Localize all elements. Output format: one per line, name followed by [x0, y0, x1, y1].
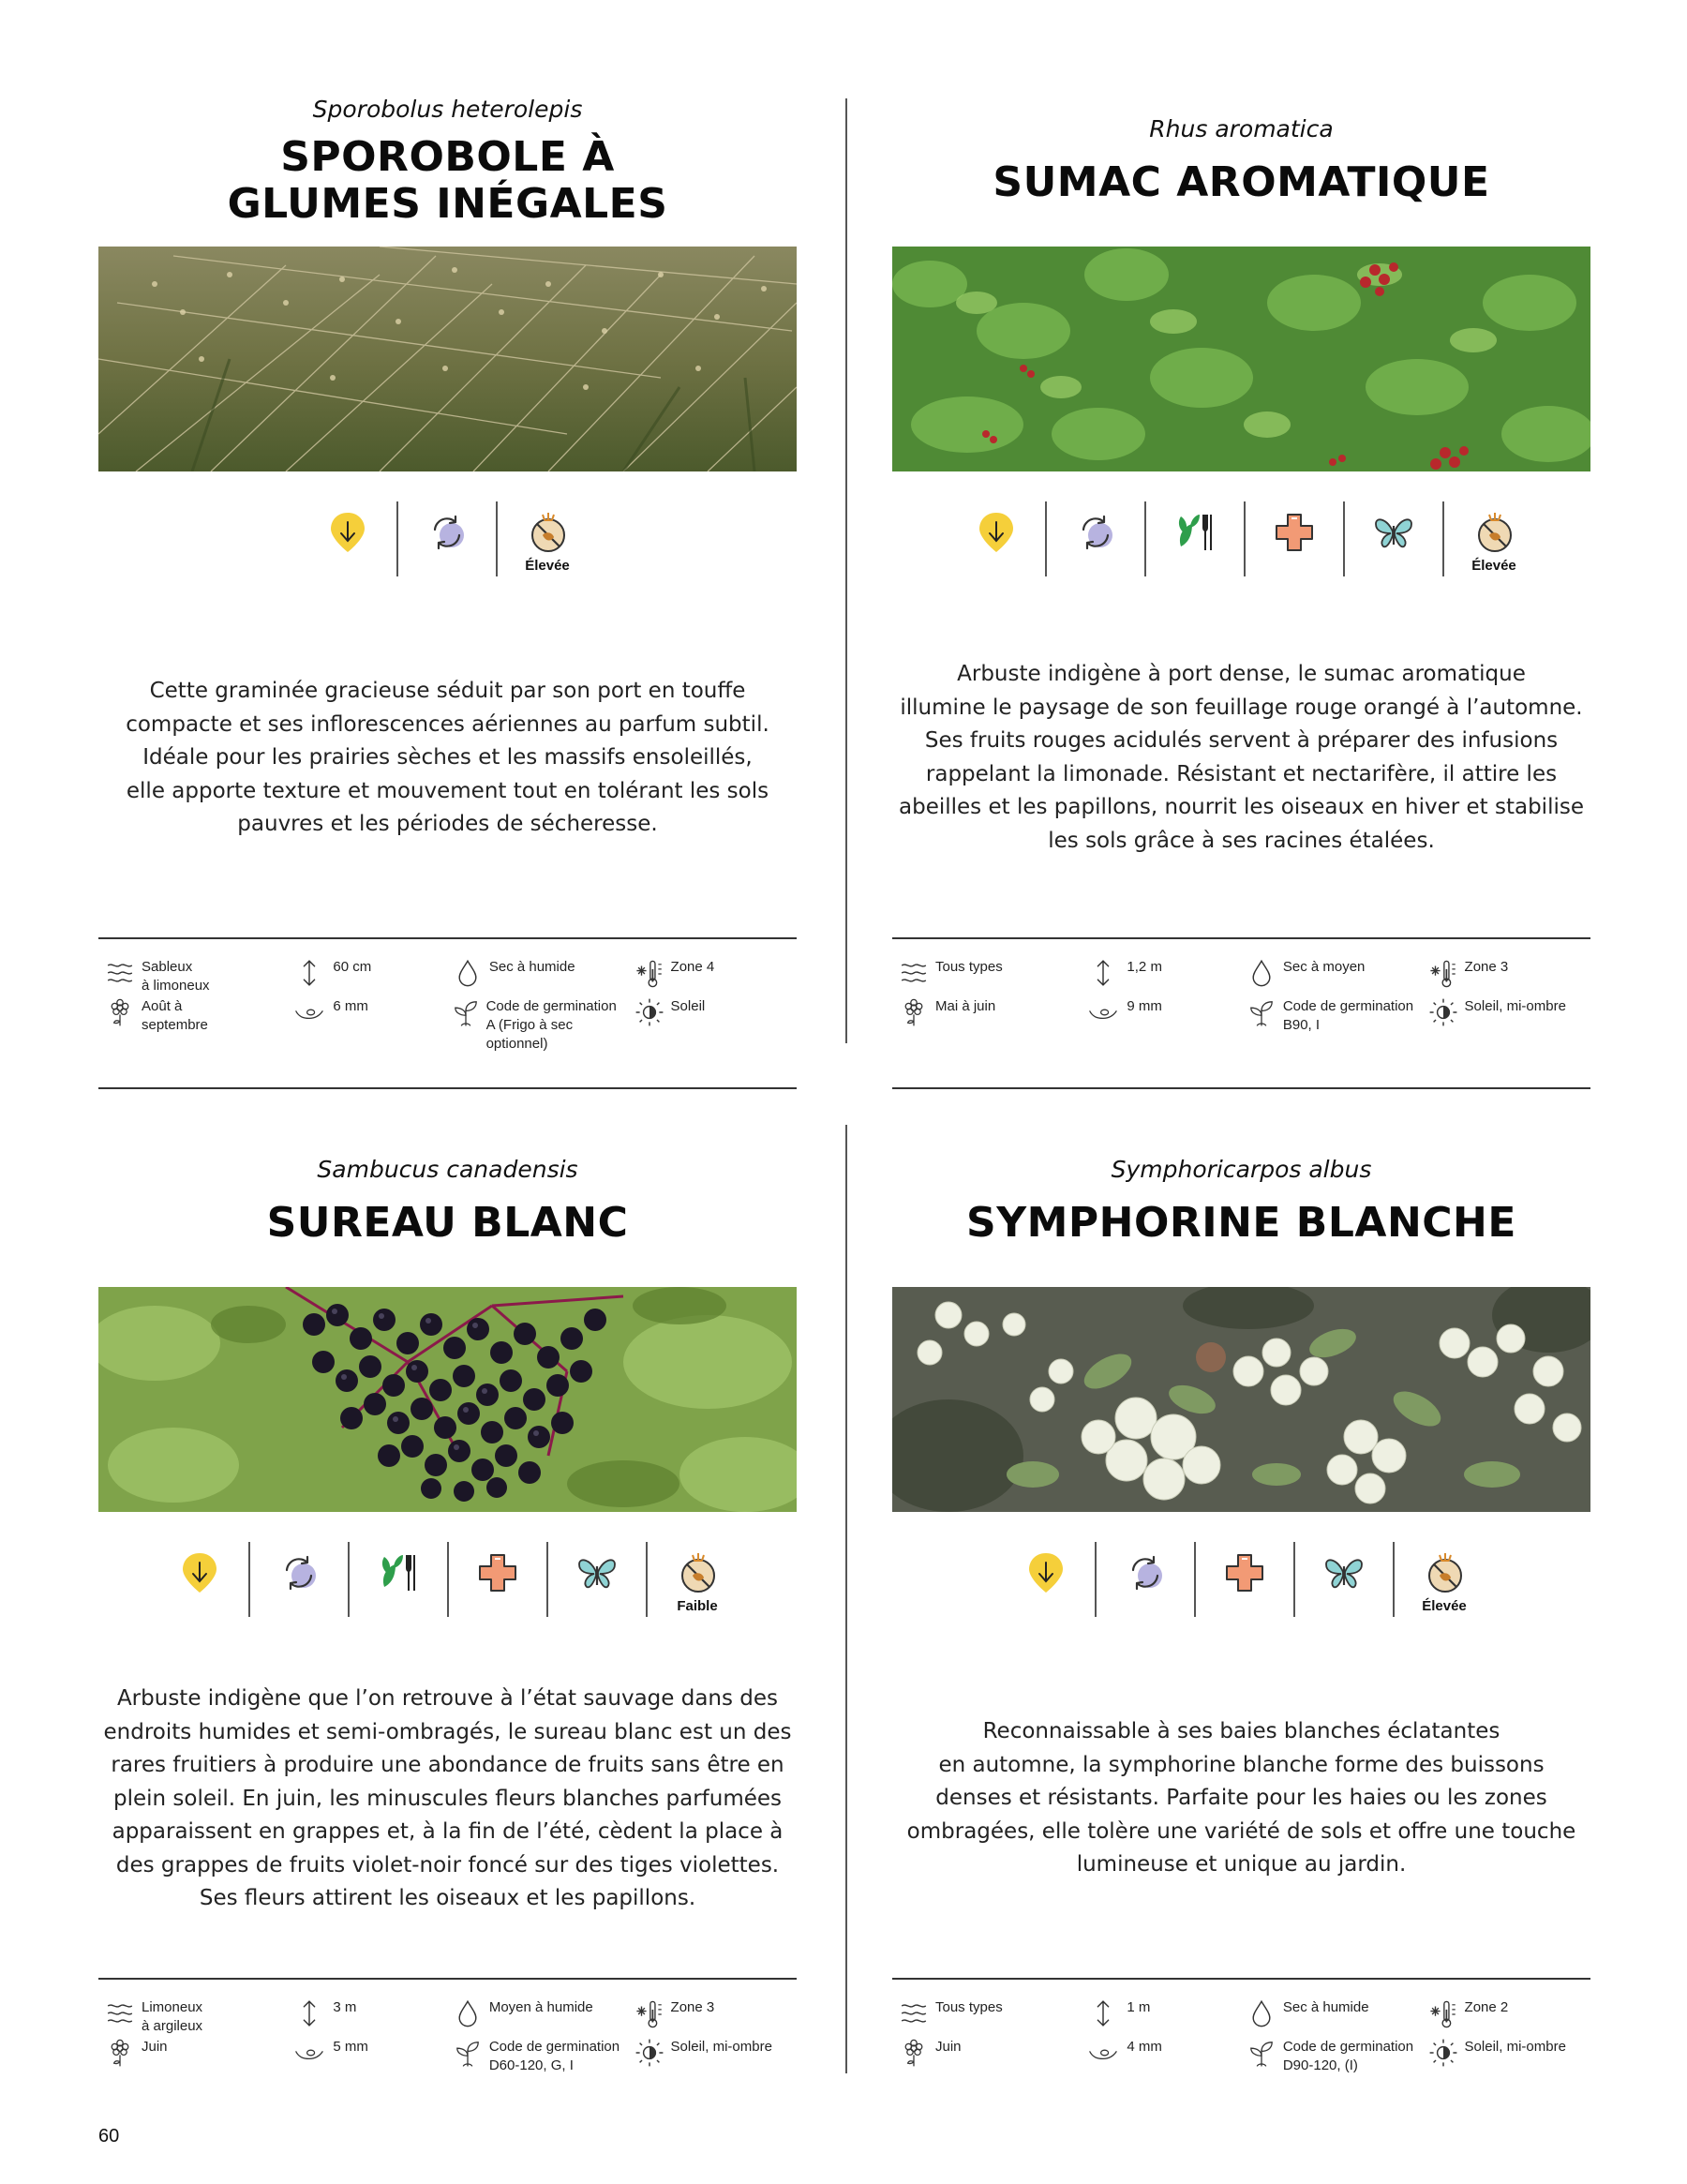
- hardiness-zone-icon: [634, 1998, 665, 2030]
- latin-name: Sambucus canadensis: [317, 1156, 578, 1183]
- flower-icon: [899, 997, 929, 1027]
- deer-resistance-cell: [648, 1542, 747, 1617]
- bloom-spec: Août à septembre: [98, 997, 267, 1055]
- butterfly-cell: [548, 1542, 648, 1617]
- regeneration-cell: [1097, 1542, 1196, 1617]
- regeneration-icon: [276, 1549, 322, 1596]
- growing-specs: [892, 937, 1590, 1055]
- sun-icon: [1428, 2038, 1458, 2068]
- description-line: Arbuste indigène à port dense, le sumac aromatique: [957, 662, 1526, 686]
- seed-spec: 6 mm: [267, 997, 436, 1055]
- description-line: illumine le paysage de son feuillage rouge orangé à l’automne.: [900, 695, 1583, 720]
- moisture-icon: [1247, 1998, 1276, 2028]
- butterfly-icon: [574, 1549, 620, 1596]
- native-plant-cell: [948, 501, 1047, 576]
- column-divider-bottom: [845, 1125, 847, 2073]
- common-name: SUREAU BLANC: [266, 1199, 629, 1247]
- soil-icon: [899, 1998, 929, 2028]
- seed-spec: 5 mm: [267, 2038, 436, 2096]
- seed-spec: 4 mm: [1061, 2038, 1230, 2096]
- soil-spec: Tous types: [892, 958, 1061, 997]
- growing-specs: [892, 1978, 1590, 2096]
- germination-spec: Code de germination D90-120, (I): [1231, 2038, 1422, 2096]
- hardiness-spec: Zone 3: [1422, 958, 1590, 997]
- seed-spec: 9 mm: [1061, 997, 1230, 1055]
- description-line: pauvres et les périodes de sécheresse.: [237, 812, 658, 836]
- moisture-spec: Sec à humide: [437, 958, 628, 997]
- butterfly-cell: [1295, 1542, 1395, 1617]
- butterfly-icon: [1321, 1549, 1367, 1596]
- native-plant-icon: [324, 509, 371, 556]
- description-line: Ses fruits rouges acidulés servent à préparer des infusions: [924, 728, 1559, 753]
- medicinal-icon: [1271, 509, 1318, 556]
- seed-icon: [291, 2038, 328, 2068]
- moisture-spec: Sec à humide: [1231, 1998, 1422, 2038]
- sun-icon: [1428, 997, 1458, 1027]
- hardiness-spec: Zone 4: [628, 958, 797, 997]
- medicinal-cell: [1196, 1542, 1295, 1617]
- edible-cell: [350, 1542, 449, 1617]
- medicinal-cell: [449, 1542, 548, 1617]
- attribute-icons: [997, 1542, 1494, 1617]
- height-spec: 1,2 m: [1061, 958, 1230, 997]
- plant-photo: [892, 247, 1590, 471]
- deer-resistance-icon: [674, 1549, 721, 1596]
- plant-photo: [98, 247, 797, 471]
- description-line: Ses fleurs attirent les oiseaux et les papillons.: [199, 1886, 696, 1910]
- latin-name: Symphoricarpos albus: [1111, 1156, 1372, 1183]
- edible-cell: [1146, 501, 1246, 576]
- regeneration-icon: [424, 509, 470, 556]
- medicinal-cell: [1246, 501, 1345, 576]
- native-plant-cell: [997, 1542, 1097, 1617]
- sprout-icon: [453, 2038, 483, 2068]
- native-plant-icon: [176, 1549, 223, 1596]
- germination-spec: Code de germination B90, I: [1231, 997, 1422, 1055]
- attribute-icons: [299, 501, 597, 576]
- regeneration-cell: [1047, 501, 1146, 576]
- edible-icon: [1172, 509, 1218, 556]
- moisture-icon: [453, 1998, 483, 2028]
- deer-resistance-label: Élevée: [1422, 1598, 1467, 1614]
- common-name: SYMPHORINE BLANCHE: [966, 1199, 1516, 1247]
- sprout-icon: [1247, 997, 1276, 1027]
- flower-icon: [105, 997, 135, 1027]
- butterfly-icon: [1370, 509, 1417, 556]
- attribute-icons: [948, 501, 1544, 576]
- page-number: 60: [98, 2126, 120, 2147]
- bloom-spec: Mai à juin: [892, 997, 1061, 1055]
- hardiness-zone-icon: [1427, 1998, 1459, 2030]
- plant-description: [98, 675, 797, 842]
- soil-icon: [899, 958, 929, 988]
- height-icon: [294, 1998, 324, 2028]
- hardiness-zone-icon: [1427, 958, 1459, 990]
- description-line: compacte et ses inflorescences aériennes au parfum subtil.: [126, 711, 769, 737]
- sun-icon: [634, 2038, 664, 2068]
- description-line: ombragées, elle tolère une variété de sols et offre une touche: [906, 1818, 1576, 1844]
- description-line: elle apporte texture et mouvement tout en tolérant les sols: [126, 778, 769, 803]
- deer-resistance-icon: [1421, 1549, 1468, 1596]
- soil-spec: Sableux à limoneux: [98, 958, 267, 997]
- description-line: les sols grâce à ses racines étalées.: [1048, 828, 1435, 853]
- light-spec: Soleil, mi-ombre: [1422, 997, 1590, 1055]
- hardiness-spec: Zone 3: [628, 1998, 797, 2038]
- height-spec: 60 cm: [267, 958, 436, 997]
- plant-description: [98, 1683, 797, 1916]
- moisture-icon: [1247, 958, 1276, 988]
- description-line: Arbuste indigène que l’on retrouve à l’état sauvage dans des: [116, 1686, 779, 1711]
- deer-resistance-icon: [1471, 509, 1517, 556]
- description-line: plein soleil. En juin, les minuscules fleurs blanches parfumées: [112, 1786, 783, 1811]
- medicinal-icon: [1221, 1549, 1268, 1596]
- moisture-spec: Moyen à humide: [437, 1998, 628, 2038]
- medicinal-icon: [474, 1549, 521, 1596]
- description-line: denses et résistants. Parfaite pour les haies ou les zones: [935, 1786, 1547, 1810]
- common-name-line-2: GLUMES INÉGALES: [227, 180, 668, 228]
- soil-spec: Tous types: [892, 1998, 1061, 2038]
- height-icon: [1088, 1998, 1118, 2028]
- bloom-spec: Juin: [98, 2038, 267, 2096]
- seed-icon: [291, 997, 328, 1027]
- growing-specs: [98, 1978, 797, 2096]
- soil-icon: [105, 1998, 135, 2028]
- latin-name: Sporobolus heterolepis: [312, 96, 583, 123]
- description-line: Idéale pour les prairies sèches et les massifs ensoleillés,: [142, 745, 753, 770]
- deer-resistance-label: Faible: [677, 1598, 718, 1614]
- growing-specs: [98, 937, 797, 1055]
- description-line: endroits humides et semi-ombragés, le sureau blanc est un des: [103, 1719, 792, 1744]
- germination-spec: Code de germination A (Frigo à sec optionnel): [437, 997, 628, 1055]
- plant-description: [892, 658, 1590, 858]
- flower-icon: [105, 2038, 135, 2068]
- column-divider-top: [845, 98, 847, 1043]
- light-spec: Soleil, mi-ombre: [1422, 2038, 1590, 2096]
- soil-icon: [105, 958, 135, 988]
- sprout-icon: [451, 997, 481, 1027]
- regeneration-cell: [250, 1542, 350, 1617]
- row-divider-right: [892, 1087, 1590, 1089]
- deer-resistance-cell: [498, 501, 597, 576]
- height-spec: 1 m: [1061, 1998, 1230, 2038]
- deer-resistance-label: Élevée: [1471, 558, 1516, 574]
- light-spec: Soleil: [628, 997, 797, 1055]
- moisture-spec: Sec à moyen: [1231, 958, 1422, 997]
- row-divider-left: [98, 1087, 797, 1089]
- plant-photo: [98, 1287, 797, 1512]
- latin-name: Rhus aromatica: [1149, 115, 1334, 142]
- regeneration-cell: [398, 501, 498, 576]
- soil-spec: Limoneux à argileux: [98, 1998, 267, 2038]
- deer-resistance-cell: [1395, 1542, 1494, 1617]
- description-line: en automne, la symphorine blanche forme des buissons: [938, 1752, 1545, 1777]
- seed-icon: [1084, 2038, 1122, 2068]
- deer-resistance-cell: [1444, 501, 1544, 576]
- description-line: rares fruitiers à produire une abondance de fruits sans être en: [111, 1753, 784, 1777]
- native-plant-cell: [151, 1542, 250, 1617]
- sun-icon: [634, 997, 664, 1027]
- hardiness-zone-icon: [634, 958, 665, 990]
- regeneration-icon: [1072, 509, 1119, 556]
- bloom-spec: Juin: [892, 2038, 1061, 2096]
- description-line: abeilles et les papillons, nourrit les oiseaux en hiver et stabilise: [899, 795, 1584, 819]
- light-spec: Soleil, mi-ombre: [628, 2038, 797, 2096]
- description-line: des grappes de fruits violet-noir foncé sur des tiges violettes.: [115, 1852, 780, 1877]
- common-name-line-1: SPOROBOLE À: [280, 133, 615, 181]
- edible-icon: [375, 1549, 422, 1596]
- attribute-icons: [151, 1542, 747, 1617]
- description-line: rappelant la limonade. Résistant et nectarifère, il attire les: [925, 761, 1558, 786]
- description-line: Reconnaissable à ses baies blanches éclatantes: [982, 1719, 1500, 1743]
- native-plant-icon: [973, 509, 1020, 556]
- germination-spec: Code de germination D60-120, G, I: [437, 2038, 628, 2096]
- height-spec: 3 m: [267, 1998, 436, 2038]
- sprout-icon: [1247, 2038, 1276, 2068]
- flower-icon: [899, 2038, 929, 2068]
- native-plant-icon: [1023, 1549, 1069, 1596]
- seed-icon: [1084, 997, 1122, 1027]
- plant-description: [892, 1715, 1590, 1882]
- hardiness-spec: Zone 2: [1422, 1998, 1590, 2038]
- height-icon: [294, 958, 324, 988]
- moisture-icon: [453, 958, 483, 988]
- native-plant-cell: [299, 501, 398, 576]
- deer-resistance-icon: [524, 509, 571, 556]
- description-line: apparaissent en grappes et, à la fin de l’été, cèdent la place à: [112, 1819, 784, 1844]
- height-icon: [1088, 958, 1118, 988]
- description-line: Cette graminée gracieuse séduit par son port en touffe: [149, 679, 746, 703]
- regeneration-icon: [1122, 1549, 1169, 1596]
- plant-photo: [892, 1287, 1590, 1512]
- deer-resistance-label: Élevée: [525, 558, 570, 574]
- common-name: SUMAC AROMATIQUE: [993, 158, 1490, 206]
- description-line: lumineuse et unique au jardin.: [1076, 1852, 1407, 1877]
- butterfly-cell: [1345, 501, 1444, 576]
